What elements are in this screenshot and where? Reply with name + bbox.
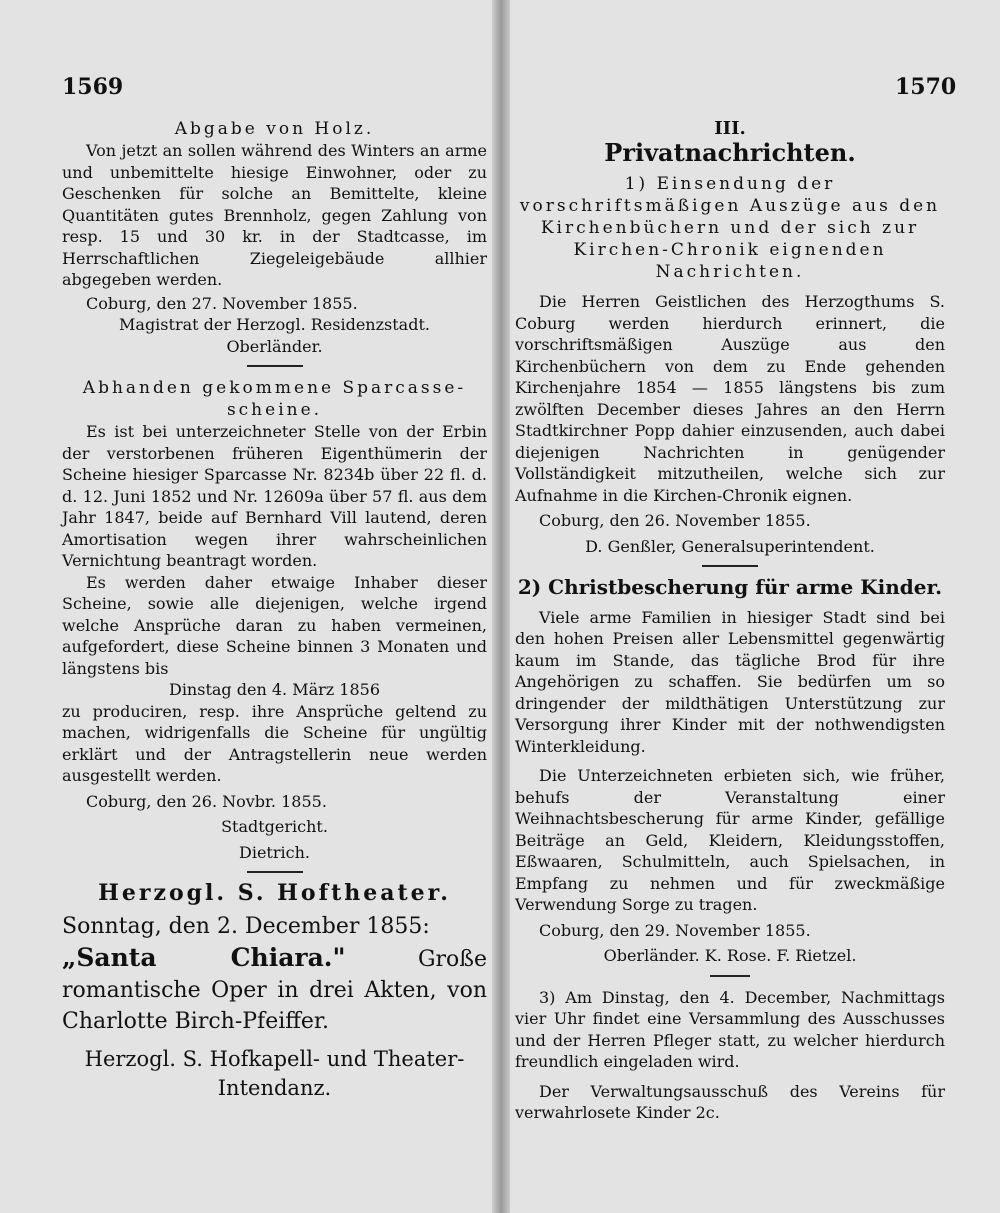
page-number-left: 1569 [62, 74, 124, 100]
notice-body: Es werden daher etwaige Inhaber dieser Scheine, sowie alle diejenigen, welche irgend welche Ansprüche daran zu haben vermeinen, aufgefordert, diese Scheine binnen 3 Monaten und längstens bis [62, 572, 487, 678]
theater-description: Große romantische Oper in drei Akten, von Charlotte Birch-Pfeiffer. [62, 946, 487, 1034]
notice-date: Coburg, den 26. Novbr. 1855. [86, 791, 327, 811]
notice-body: Die Herren Geistlichen des Herzogthums S. Coburg werden hierdurch erinnert, die vorschriftsmäßigen Auszüge aus den Kirchenbüchern von dem zu Ende gehenden Kirchenjahre 1854 — 1855 längstens bis zum zwölften December dieses Jahres an den Herrn Stadtkirchner Popp dahier einzusenden, auch dabei diejenigen Nachrichten in genügender Vollständigkeit mitzutheilen, welche sich zur Aufnahme in die Kirchen-Chronik eignen. [515, 292, 945, 505]
divider [710, 975, 750, 977]
notice-authority: Stadtgericht. [221, 817, 328, 836]
right-column [515, 118, 945, 1124]
notice-heading: 1) Einsendung der vorschriftsmäßigen Auszüge aus den Kirchenbüchern und der sich zur Kirchen-Chronik eignenden Nachrichten. [519, 174, 941, 282]
notice-christbescherung [515, 577, 945, 967]
left-column [62, 118, 487, 1103]
section-number: III. [714, 118, 746, 139]
notice-body: Von jetzt an sollen während des Winters an arme und unbemittelte hiesige Einwohner, oder zu Geschenken für solche an Bemittelte, kleine Quantitäten gutes Brennholz, gegen Zahlung von resp. 15 und 30 kr. in der Stadtcasse, im Herrschaftlichen Ziegeleigebäude allhier abgegeben werden. [62, 141, 487, 289]
theater-signer: Herzogl. S. Hofkapell- und Theater- [84, 1046, 465, 1071]
divider [247, 871, 303, 873]
notice-date: Coburg, den 29. November 1855. [539, 920, 811, 940]
notice-authority: Magistrat der Herzogl. Residenzstadt. [119, 315, 430, 334]
notice-signer: Oberländer. [226, 336, 323, 356]
notice-kirchenbuecher [515, 173, 945, 557]
notice-signer: Der Verwaltungsausschuß des Vereins für verwahrlosete Kinder 2c. [515, 1081, 945, 1122]
notice-body: zu produciren, resp. ihre Ansprüche geltend zu machen, widrigenfalls die Scheine für ungültig erklärt und der Antragstellerin neue werden ausgestellt werden. [62, 701, 487, 785]
page-binding [492, 0, 510, 1213]
divider [247, 365, 303, 367]
notice-date: Coburg, den 26. November 1855. [539, 511, 811, 530]
notice-title: 2) Christbescherung für arme Kinder. [517, 575, 943, 599]
theater-date: Sonntag, den 2. December 1855: [62, 913, 430, 939]
notice-body: Es ist bei unterzeichneter Stelle von der Erbin der verstorbenen früheren Eigenthümerin der Scheine hiesiger Sparcasse Nr. 8234b über 22 fl. d. d. 12. Juni 1852 und Nr. 12609a über 57 fl. aus dem Jahr 1847, beide auf Bernhard Vill lautend, deren Amortisation wegen ihrer wahrscheinlichen Vernichtung beantragt worden. [62, 422, 487, 570]
notice-signers: Oberländer. K. Rose. F. Rietzel. [603, 946, 857, 965]
theater-play-title: „Santa Chiara." [62, 942, 346, 972]
notice-theater [62, 880, 487, 1103]
notice-heading-cont: scheine. [226, 400, 323, 420]
notice-body: 3) Am Dinstag, den 4. December, Nachmittags vier Uhr findet eine Versammlung des Ausschusses und der Herren Pfleger statt, zu welcher hierdurch freundlich eingeladen wird. [515, 987, 945, 1071]
theater-signer-cont: Intendanz. [217, 1075, 332, 1100]
notice-body: Viele arme Familien in hiesiger Stadt sind bei den hohen Preisen aller Lebensmittel gegenwärtig kaum im Stande, das tägliche Brod für ihre Angehörigen zu schaffen. Sie bedürfen um so dringender der mildthätigen Unterstützung zur Versorgung ihrer Kinder mit der nothwendigsten Winterkleidung. [515, 607, 945, 756]
theater-title: Herzogl. S. Hoftheater. [98, 880, 451, 906]
divider [702, 565, 758, 567]
notice-sparcasse [62, 377, 487, 863]
notice-body: Die Unterzeichneten erbieten sich, wie früher, behufs der Veranstaltung einer Weihnachtsbescherung für arme Kinder, gefällige Beiträge an Geld, Kleidern, Kleidungsstoffen, Eßwaaren, Schulmitteln, auch Spielsachen, in Empfang zu nehmen und für zweckmäßige Verwendung Sorge zu tragen. [515, 766, 945, 914]
notice-heading: Abgabe von Holz. [174, 119, 375, 139]
notice-holz [62, 118, 487, 357]
notice-date: Coburg, den 27. November 1855. [86, 293, 358, 313]
notice-versammlung [515, 987, 945, 1124]
notice-deadline: Dinstag den 4. März 1856 [168, 680, 380, 699]
section-title: Privatnachrichten. [604, 137, 856, 167]
notice-signer: D. Genßler, Generalsuperintendent. [585, 536, 875, 556]
notice-heading: Abhanden gekommene Sparcasse- [82, 378, 467, 398]
page-number-right: 1570 [895, 74, 957, 100]
notice-signer: Dietrich. [239, 842, 310, 862]
